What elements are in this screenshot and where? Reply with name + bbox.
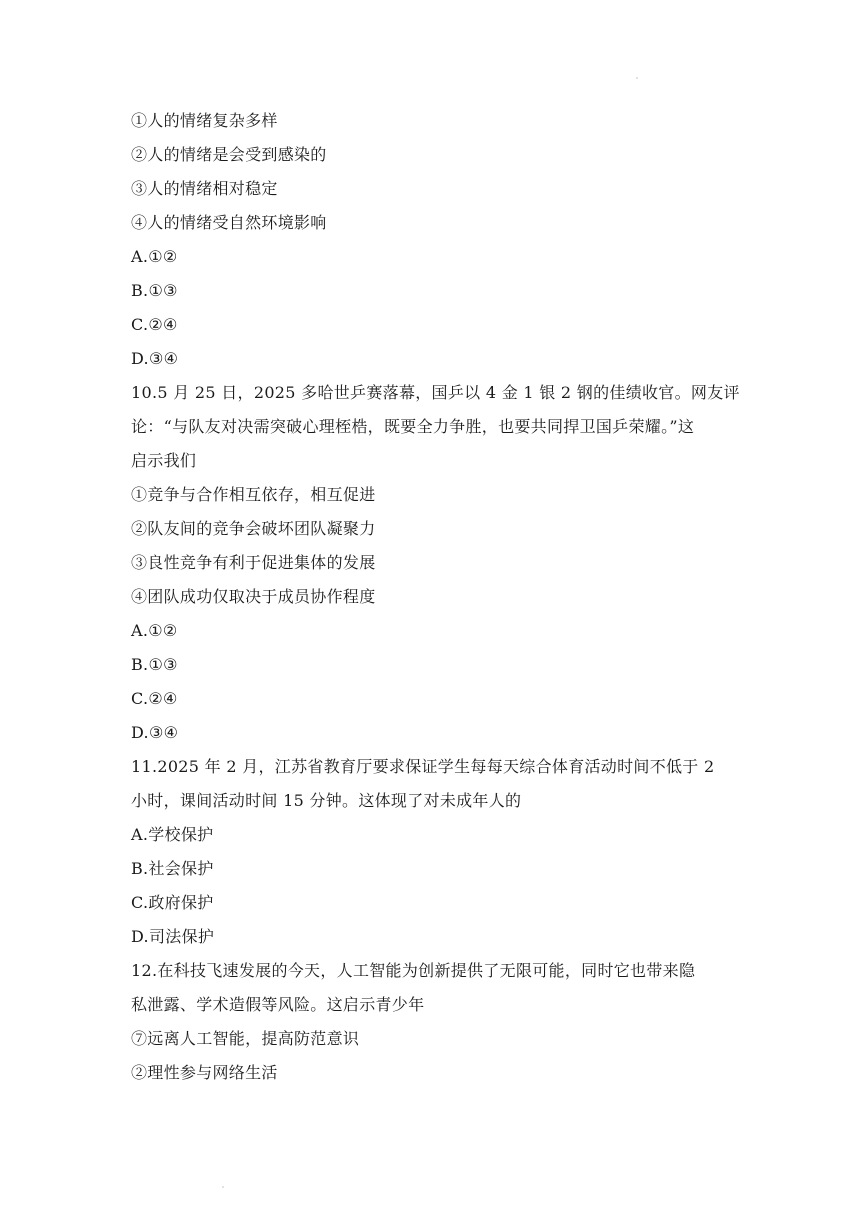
- q11-choice-d: D.司法保护: [131, 927, 215, 946]
- q11-choice-c: C.政府保护: [131, 893, 214, 912]
- q10-stem-line-2: 论：“与队友对决需突破心理桎梏，既要全力争胜，也要共同捍卫国乒荣耀。”这: [131, 417, 695, 436]
- q10-stem-line-1: 10.5 月 25 日，2025 多哈世乒赛落幕，国乒以 4 金 1 银 2 钢的佳绩收官。网友评: [131, 383, 740, 402]
- question-content: [131, 104, 740, 1090]
- q9-choice-d: D.③④: [131, 349, 179, 368]
- scan-speck: [636, 77, 638, 79]
- q12-option-1: ⑦远离人工智能，提高防范意识: [131, 1029, 360, 1048]
- q10-stem: [131, 376, 740, 478]
- q12-option-2: ②理性参与网络生活: [131, 1063, 278, 1082]
- q11-choice-b: B.社会保护: [131, 859, 214, 878]
- q11-stem-line-2: 小时，课间活动时间 15 分钟。这体现了对未成年人的: [131, 791, 522, 810]
- q9-choice-b: B.①③: [131, 281, 178, 300]
- q12-stem: [131, 954, 731, 1022]
- q9-option-2: ②人的情绪是会受到感染的: [131, 145, 327, 164]
- q10-option-3: ③良性竞争有利于促进集体的发展: [131, 553, 376, 572]
- q10-choice-a: A.①②: [131, 621, 178, 640]
- q11-stem-line-1: 11.2025 年 2 月，江苏省教育厅要求保证学生每每天综合体育活动时间不低于 2: [131, 757, 715, 776]
- q12-stem-line-1: 12.在科技飞速发展的今天，人工智能为创新提供了无限可能，同时它也带来隐: [131, 961, 696, 980]
- q10-option-4: ④团队成功仅取决于成员协作程度: [131, 587, 376, 606]
- q9-choice-c: C.②④: [131, 315, 178, 334]
- q11-choice-a: A.学校保护: [131, 825, 214, 844]
- q9-option-1: ①人的情绪复杂多样: [131, 111, 278, 130]
- q9-option-4: ④人的情绪受自然环境影响: [131, 213, 327, 232]
- q10-stem-line-3: 启示我们: [131, 451, 197, 470]
- q10-choice-d: D.③④: [131, 723, 179, 742]
- q11-stem: [131, 750, 731, 818]
- q12-stem-line-2: 私泄露、学术造假等风险。这启示青少年: [131, 995, 425, 1014]
- q10-option-2: ②队友间的竞争会破坏团队凝聚力: [131, 519, 376, 538]
- q10-choice-b: B.①③: [131, 655, 178, 674]
- q10-option-1: ①竞争与合作相互依存，相互促进: [131, 485, 376, 504]
- q9-choice-a: A.①②: [131, 247, 178, 266]
- q10-choice-c: C.②④: [131, 689, 178, 708]
- q9-option-3: ③人的情绪相对稳定: [131, 179, 278, 198]
- scan-speck: [222, 1186, 224, 1188]
